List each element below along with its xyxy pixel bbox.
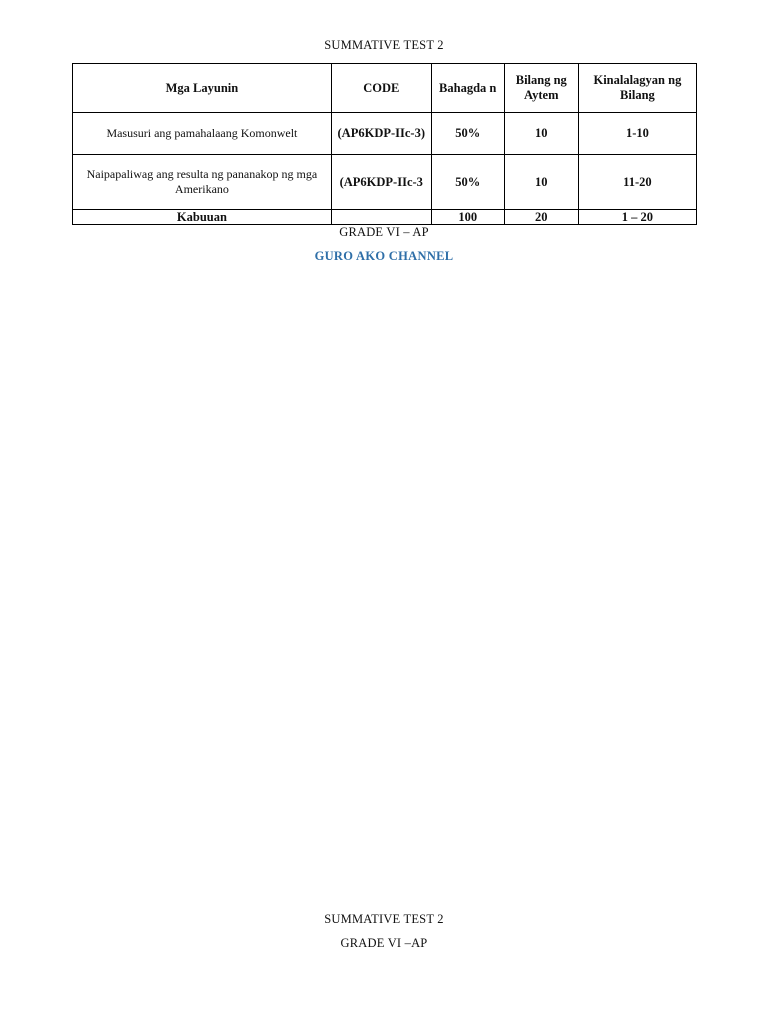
total-bahagdan: 100 (431, 210, 504, 225)
table-row (73, 113, 697, 155)
cell-code: (AP6KDP-IIc-3) (331, 113, 431, 155)
table-header-row (73, 64, 697, 113)
header-bahagdan: Bahagda n (431, 64, 504, 113)
total-kinalalagyan: 1 – 20 (578, 210, 696, 225)
cell-kinalalagyan: 11-20 (578, 155, 696, 210)
cell-layunin: Masusuri ang pamahalaang Komonwelt (73, 113, 332, 155)
total-label: Kabuuan (73, 210, 332, 225)
cell-code: (AP6KDP-IIc-3 (331, 155, 431, 210)
total-code (331, 210, 431, 225)
header-bilang-ng-aytem: Bilang ng Aytem (504, 64, 578, 113)
total-bilang: 20 (504, 210, 578, 225)
cell-bilang: 10 (504, 113, 578, 155)
header-code: CODE (331, 64, 431, 113)
grade-label: GRADE VI – AP (339, 225, 429, 239)
cell-kinalalagyan: 1-10 (578, 113, 696, 155)
document-title: SUMMATIVE TEST 2 (324, 38, 444, 52)
cell-layunin: Naipapaliwag ang resulta ng pananakop ng mga Amerikano (73, 155, 332, 210)
channel-name: GURO AKO CHANNEL (314, 249, 454, 263)
footer-title: SUMMATIVE TEST 2 (324, 912, 444, 926)
specification-table (72, 63, 697, 225)
cell-bahagdan: 50% (431, 113, 504, 155)
footer-grade: GRADE VI –AP (340, 936, 428, 950)
table-total-row (73, 210, 697, 225)
cell-bahagdan: 50% (431, 155, 504, 210)
cell-bilang: 10 (504, 155, 578, 210)
table-row (73, 155, 697, 210)
header-mga-layunin: Mga Layunin (73, 64, 332, 113)
header-kinalalagyan-ng-bilang: Kinalalagyan ng Bilang (578, 64, 696, 113)
